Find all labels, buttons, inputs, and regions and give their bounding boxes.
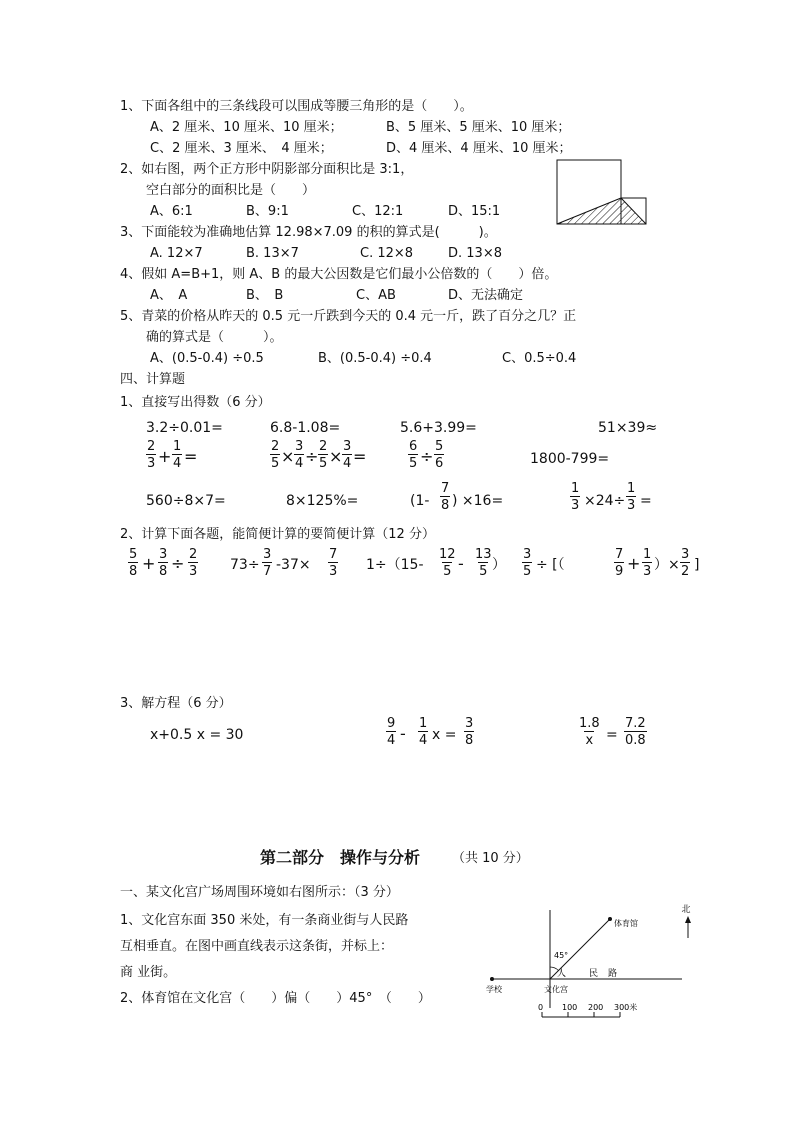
fraction: $\frac{1}{4}$ [173, 439, 182, 471]
map-figure [480, 900, 700, 1030]
map-q1-line2: 互相垂直。在图中画直线表示这条街，并标上： [120, 939, 394, 954]
q3-option-d: D. 13×8 [448, 246, 502, 261]
fraction: $\frac{2}{5}$ [271, 439, 280, 471]
q4-option-d: D、无法确定 [448, 288, 524, 303]
map-question-title: 一、某文化宫广场周围环境如右图所示：（3 分） [120, 885, 399, 900]
map-q2: 2、体育馆在文化宫（ ）偏（ ）45° （ ） [120, 991, 431, 1006]
fraction: $\frac{5}{8}$ [129, 547, 138, 579]
fraction: $\frac{7}{9}$ [615, 547, 624, 579]
q4-option-a: A、 A [150, 288, 188, 303]
fraction: $\frac{3}{2}$ [681, 547, 690, 579]
section4-title: 四、计算题 [120, 372, 186, 387]
fraction: $\frac{3}{8}$ [465, 716, 474, 748]
fraction: $\frac{6}{5}$ [409, 439, 418, 471]
calc-r3c1: 560÷8×7= [146, 493, 226, 509]
fraction: $\frac{3}{7}$ [263, 547, 272, 579]
direct-calc-title: 1、直接写出得数（6 分） [120, 395, 271, 410]
fraction: $\frac{7}{8}$ [441, 481, 450, 513]
fraction: $\frac{3}{4}$ [295, 439, 304, 471]
fraction: $\frac{3}{4}$ [343, 439, 352, 471]
q2-option-d: D、15:1 [448, 204, 501, 219]
q5-option-b: B、(0.5-0.4) ÷0.4 [318, 351, 432, 366]
calc-r3c2: 8×125%= [286, 493, 359, 509]
gym-direction-line [550, 919, 610, 979]
q1-option-d: D、4 厘米、4 厘米、10 厘米； [386, 141, 572, 156]
q3-stem: 3、下面能较为准确地估算 12.98×7.09 的积的算式是( )。 [120, 225, 497, 240]
fraction: $\frac{1}{3}$ [571, 481, 580, 513]
q2-stem-line2: 空白部分的面积比是（ ） [146, 183, 316, 198]
fraction: $\frac{7.2}{0.8}$ [625, 716, 646, 748]
fraction: $\frac{13}{5}$ [475, 547, 492, 579]
svg-text:200: 200 [588, 1003, 604, 1012]
calc-r2c4: 1800-799= [530, 451, 610, 467]
q2-option-a: A、6:1 [150, 204, 193, 219]
fraction: $\frac{1}{3}$ [643, 547, 652, 579]
fraction: $\frac{3}{5}$ [523, 547, 532, 579]
svg-text:民: 民 [589, 969, 599, 979]
calc-r1c4: 51×39≈ [598, 420, 658, 436]
q4-stem: 4、假如 A=B+1，则 A、B 的最大公因数是它们最小公倍数的（ ）倍。 [120, 267, 558, 282]
q3-option-a: A. 12×7 [150, 246, 203, 261]
fraction: $\frac{7}{3}$ [329, 547, 338, 579]
fraction: $\frac{2}{3}$ [189, 547, 198, 579]
q1-option-c: C、2 厘米、3 厘米、 4 厘米； [150, 141, 333, 156]
svg-text:0: 0 [538, 1003, 544, 1012]
map-q1-line3: 商 业街。 [120, 965, 177, 980]
q5-stem-line2: 确的算式是（ ）。 [146, 330, 283, 345]
q2-option-c: C、12:1 [352, 204, 404, 219]
calc-r1c1: 3.2÷0.01= [146, 420, 223, 436]
q1-option-b: B、5 厘米、5 厘米、10 厘米； [386, 120, 571, 135]
equation-1: x+0.5 x = 30 [150, 727, 244, 743]
fraction: $\frac{12}{5}$ [439, 547, 456, 579]
q5-stem-line1: 5、青菜的价格从昨天的 0.5 元一斤跌到今天的 0.4 元一斤，跌了百分之几？正 [120, 309, 577, 324]
equation-title: 3、解方程（6 分） [120, 696, 232, 711]
q1-stem: 1、下面各组中的三条线段可以围成等腰三角形的是（ ）。 [120, 99, 473, 114]
q4-option-b: B、 B [246, 288, 284, 303]
part2-score: （共 10 分） [452, 851, 529, 866]
part2-title: 第二部分 操作与分析 [260, 848, 421, 867]
palace-label: 文化宫 [544, 985, 568, 994]
calc-r1c3: 5.6+3.99= [400, 420, 477, 436]
q5-option-c: C、0.5÷0.4 [502, 351, 577, 366]
q1-option-a: A、2 厘米、10 厘米、10 厘米； [150, 120, 343, 135]
svg-text:300米: 300米 [614, 1003, 638, 1012]
school-label: 学校 [486, 985, 502, 994]
gym-label: 体育馆 [614, 919, 638, 928]
angle-label: 45° [554, 951, 569, 960]
simplify-calc-title: 2、计算下面各题，能简便计算的要简便计算（12 分） [120, 527, 435, 542]
q3-option-b: B. 13×7 [246, 246, 299, 261]
fraction: $\frac{1.8}{x}$ [579, 716, 600, 748]
q2-stem-line1: 2、如右图，两个正方形中阴影部分面积比是 3:1， [120, 162, 414, 177]
fraction: $\frac{2}{5}$ [319, 439, 328, 471]
fraction: $\frac{9}{4}$ [387, 716, 396, 748]
gym-point [608, 917, 612, 921]
svg-text:路: 路 [608, 969, 618, 979]
fraction: $\frac{3}{8}$ [159, 547, 168, 579]
map-q1-line1: 1、文化宫东面 350 米处，有一条商业街与人民路 [120, 913, 409, 928]
squares-figure [555, 158, 650, 226]
svg-text:人: 人 [557, 969, 567, 979]
fraction: $\frac{5}{6}$ [435, 439, 444, 471]
fraction: $\frac{2}{3}$ [147, 439, 156, 471]
fraction: $\frac{1}{4}$ [419, 716, 428, 748]
svg-text:100: 100 [562, 1003, 578, 1012]
q2-option-b: B、9:1 [246, 204, 289, 219]
calc-r1c2: 6.8-1.08= [270, 420, 341, 436]
q5-option-a: A、(0.5-0.4) ÷0.5 [150, 351, 264, 366]
q4-option-c: C、AB [356, 288, 396, 303]
q3-option-c: C. 12×8 [360, 246, 414, 261]
school-point [490, 977, 494, 981]
north-label: 北 [681, 905, 691, 915]
fraction: $\frac{1}{3}$ [627, 481, 636, 513]
